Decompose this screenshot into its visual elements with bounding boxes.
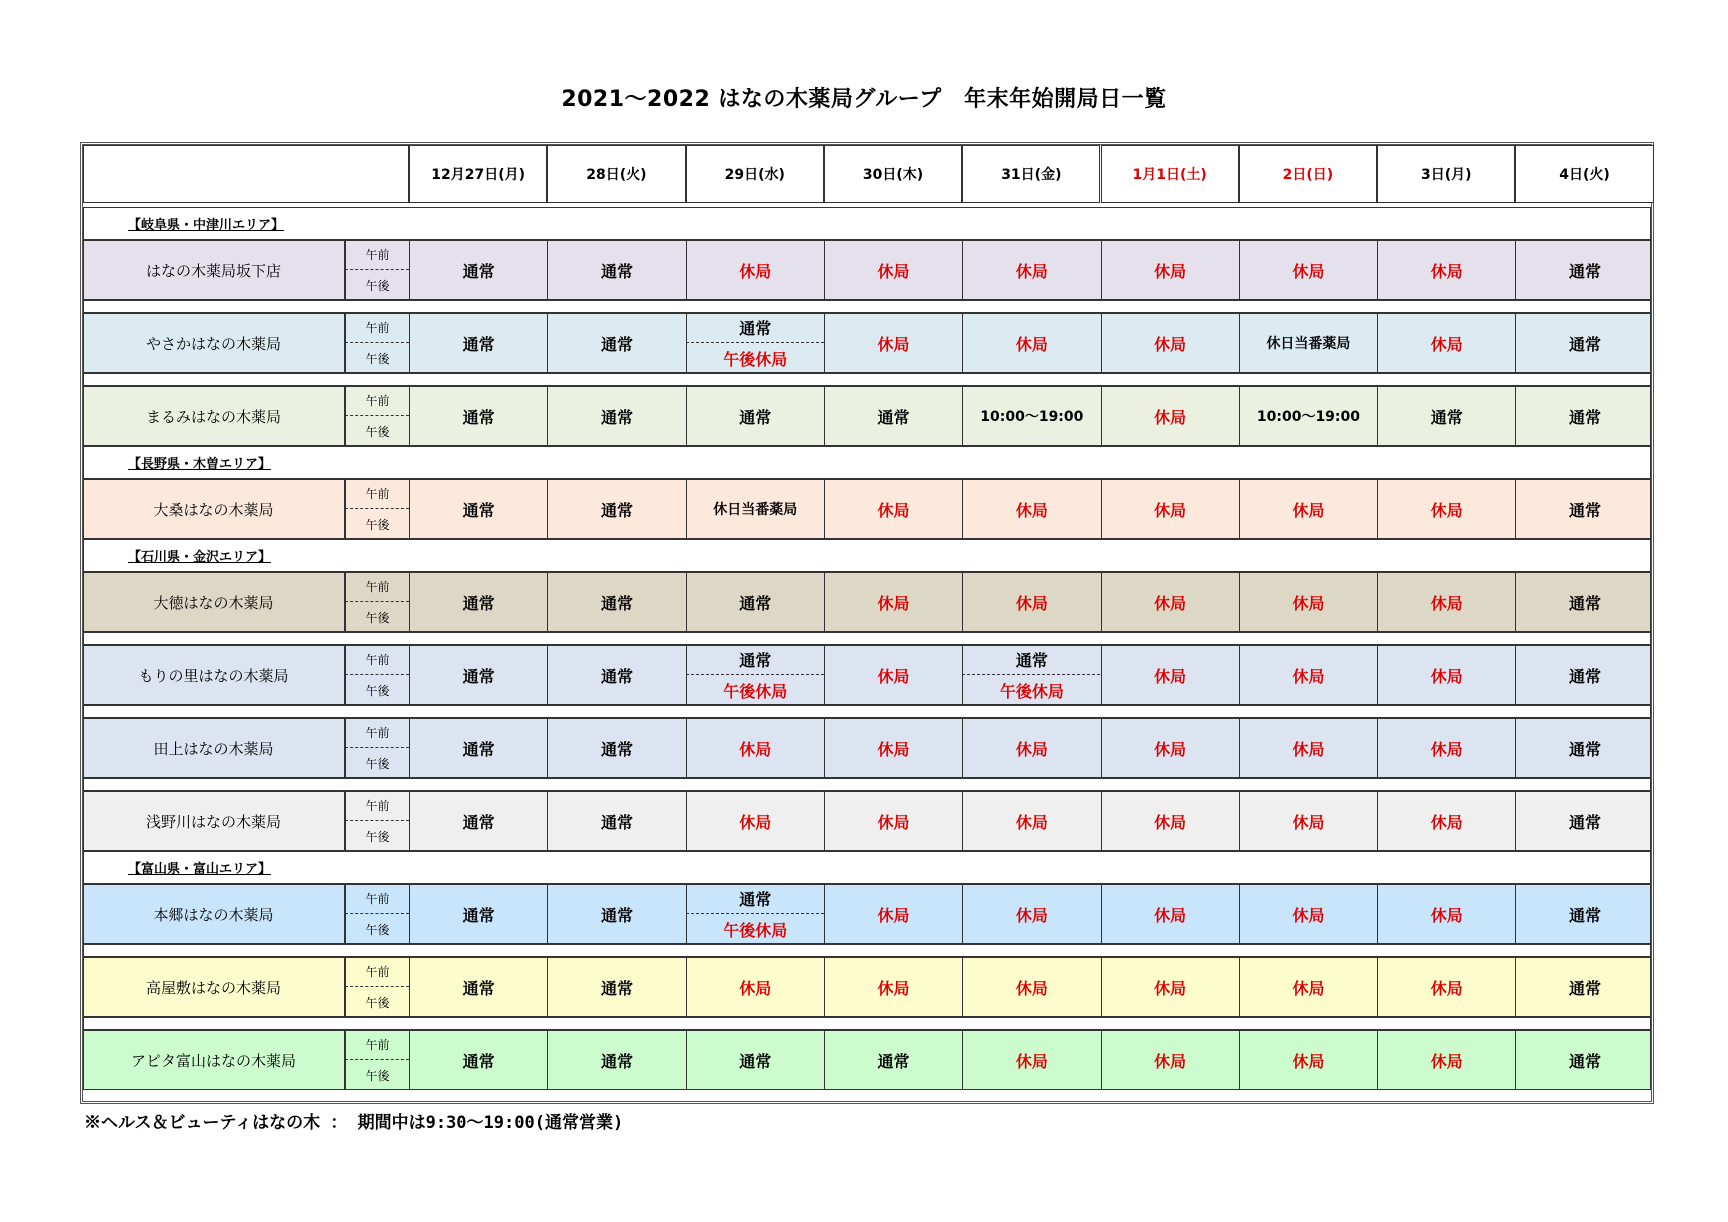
- day-status: 休局: [1377, 1030, 1515, 1090]
- day-status: 休局: [1239, 572, 1377, 632]
- pm-label: 午後: [345, 675, 409, 705]
- day-status: 通常: [409, 957, 547, 1017]
- day-status: 休局: [1101, 1030, 1239, 1090]
- day-status: 休局: [824, 884, 962, 944]
- store-name: 大桑はなの木薬局: [83, 479, 345, 539]
- day-status: 休局: [1239, 240, 1377, 300]
- day-status: 通常: [409, 884, 547, 944]
- day-status: 通常: [409, 645, 547, 705]
- store-name: もりの里はなの木薬局: [83, 645, 345, 705]
- pm-label: 午後: [345, 270, 409, 300]
- pm-label: 午後: [345, 987, 409, 1017]
- day-status: 休局: [1239, 1030, 1377, 1090]
- day-status: 休局: [962, 479, 1100, 539]
- day-status: 通常: [547, 313, 685, 373]
- day-status: 休局: [686, 791, 824, 851]
- day-status: 休局: [962, 1030, 1100, 1090]
- store-name: まるみはなの木薬局: [83, 386, 345, 446]
- day-status: 通常: [547, 479, 685, 539]
- footnote: ※ヘルス＆ビューティはなの木 ： 期間中は9:30～19:00(通常営業): [84, 1113, 624, 1133]
- day-status: 通常: [547, 240, 685, 300]
- row-separator: [83, 778, 1651, 791]
- day-status: 休局: [1377, 884, 1515, 944]
- row-separator: [83, 1017, 1651, 1030]
- day-status: 休局: [1239, 479, 1377, 539]
- area-heading: [83, 539, 1651, 572]
- row-separator: [83, 944, 1651, 957]
- header-day-6: 2日(日): [1239, 145, 1377, 203]
- day-status: 休局: [824, 645, 962, 705]
- day-status: 通常: [547, 957, 685, 1017]
- am-label: 午前: [345, 1030, 409, 1060]
- day-status: 通常: [824, 386, 962, 446]
- day-status: 休局: [962, 572, 1100, 632]
- area-heading: [83, 851, 1651, 884]
- day-status: 休日当番薬局: [1239, 313, 1377, 373]
- day-status: 休局: [1377, 240, 1515, 300]
- am-label: 午前: [345, 479, 409, 509]
- day-status: 通常: [686, 1030, 824, 1090]
- day-status: 通常: [1377, 386, 1515, 446]
- row-separator: [83, 705, 1651, 718]
- day-status: 通常: [409, 718, 547, 778]
- day-status: 通常: [1515, 479, 1653, 539]
- day-status: 休局: [1239, 884, 1377, 944]
- area-heading: [83, 207, 1651, 240]
- day-status: 休局: [1101, 718, 1239, 778]
- row-separator: [83, 373, 1651, 386]
- day-status: 休日当番薬局: [686, 479, 824, 539]
- day-status-am: 通常: [686, 645, 824, 675]
- day-status: 休局: [686, 957, 824, 1017]
- day-status: 休局: [1377, 957, 1515, 1017]
- day-status: 休局: [1101, 572, 1239, 632]
- day-status: 休局: [1377, 572, 1515, 632]
- store-name: やさかはなの木薬局: [83, 313, 345, 373]
- day-status: 通常: [1515, 957, 1653, 1017]
- day-status: 休局: [1377, 645, 1515, 705]
- day-status: 休局: [962, 240, 1100, 300]
- day-status: 休局: [1101, 386, 1239, 446]
- day-status: 通常: [547, 1030, 685, 1090]
- day-status: 休局: [1101, 791, 1239, 851]
- day-status: 通常: [1515, 645, 1653, 705]
- am-label: 午前: [345, 718, 409, 748]
- am-label: 午前: [345, 957, 409, 987]
- store-name: アピタ富山はなの木薬局: [83, 1030, 345, 1090]
- page-title: 2021～2022 はなの木薬局グループ 年末年始開局日一覧: [561, 87, 1167, 112]
- am-label: 午前: [345, 884, 409, 914]
- day-status: 休局: [1101, 957, 1239, 1017]
- day-status: 通常: [1515, 240, 1653, 300]
- day-status: 休局: [962, 884, 1100, 944]
- day-status: 通常: [409, 386, 547, 446]
- day-status: 通常: [409, 479, 547, 539]
- day-status: 休局: [1377, 791, 1515, 851]
- am-label: 午前: [345, 240, 409, 270]
- day-status: 通常: [547, 791, 685, 851]
- day-status: 休局: [1377, 718, 1515, 778]
- day-status-am: 通常: [686, 313, 824, 343]
- day-status: 通常: [1515, 718, 1653, 778]
- day-status-pm: 午後休局: [686, 343, 824, 373]
- header-day-4: 31日(金): [962, 145, 1100, 203]
- pm-label: 午後: [345, 343, 409, 373]
- store-name: はなの木薬局坂下店: [83, 240, 345, 300]
- day-status-am: 通常: [686, 884, 824, 914]
- day-status: 通常: [686, 572, 824, 632]
- day-status: 通常: [547, 386, 685, 446]
- day-status: 休局: [686, 718, 824, 778]
- header-day-2: 29日(水): [686, 145, 824, 203]
- store-name: 浅野川はなの木薬局: [83, 791, 345, 851]
- day-status: 休局: [824, 479, 962, 539]
- day-status: 休局: [962, 313, 1100, 373]
- pm-label: 午後: [345, 748, 409, 778]
- pm-label: 午後: [345, 1060, 409, 1090]
- area-label: 【長野県・木曽エリア】: [128, 457, 272, 472]
- header-day-3: 30日(木): [824, 145, 962, 203]
- header-day-7: 3日(月): [1377, 145, 1515, 203]
- pm-label: 午後: [345, 602, 409, 632]
- am-label: 午前: [345, 572, 409, 602]
- header-day-8: 4日(火): [1515, 145, 1653, 203]
- row-separator: [83, 632, 1651, 645]
- day-status: 休局: [824, 313, 962, 373]
- area-label: 【石川県・金沢エリア】: [128, 550, 272, 565]
- row-separator: [83, 300, 1651, 313]
- day-status: 休局: [824, 572, 962, 632]
- pm-label: 午後: [345, 416, 409, 446]
- store-name: 本郷はなの木薬局: [83, 884, 345, 944]
- area-label: 【富山県・富山エリア】: [128, 862, 272, 877]
- day-status: 通常: [409, 572, 547, 632]
- day-status: 休局: [824, 957, 962, 1017]
- day-status: 休局: [1239, 791, 1377, 851]
- day-status: 休局: [1101, 884, 1239, 944]
- am-label: 午前: [345, 645, 409, 675]
- am-label: 午前: [345, 313, 409, 343]
- day-status: 通常: [1515, 884, 1653, 944]
- day-status: 通常: [409, 313, 547, 373]
- day-status: 休局: [1377, 313, 1515, 373]
- area-label: 【岐阜県・中津川エリア】: [128, 218, 285, 233]
- day-status: 通常: [1515, 386, 1653, 446]
- pm-label: 午後: [345, 821, 409, 851]
- day-status: 休局: [1377, 479, 1515, 539]
- day-status: 通常: [547, 884, 685, 944]
- day-status: 通常: [824, 1030, 962, 1090]
- day-status: 休局: [962, 791, 1100, 851]
- day-status: 休局: [1239, 957, 1377, 1017]
- day-status: 休局: [962, 718, 1100, 778]
- day-status: 通常: [547, 718, 685, 778]
- day-status: 通常: [409, 1030, 547, 1090]
- day-status-pm: 午後休局: [686, 914, 824, 944]
- day-status: 10:00～19:00: [962, 386, 1100, 446]
- store-name: 高屋敷はなの木薬局: [83, 957, 345, 1017]
- am-label: 午前: [345, 791, 409, 821]
- pm-label: 午後: [345, 509, 409, 539]
- day-status: 休局: [686, 240, 824, 300]
- header-day-5: 1月1日(土): [1101, 145, 1239, 203]
- day-status: 休局: [1239, 718, 1377, 778]
- day-status: 休局: [1101, 313, 1239, 373]
- pm-label: 午後: [345, 914, 409, 944]
- day-status: 10:00～19:00: [1239, 386, 1377, 446]
- day-status-pm: 午後休局: [686, 675, 824, 705]
- day-status: 休局: [1101, 479, 1239, 539]
- day-status: 通常: [547, 572, 685, 632]
- day-status: 休局: [1239, 645, 1377, 705]
- am-label: 午前: [345, 386, 409, 416]
- day-status: 通常: [409, 791, 547, 851]
- day-status: 通常: [409, 240, 547, 300]
- store-name: 大徳はなの木薬局: [83, 572, 345, 632]
- day-status: 休局: [824, 718, 962, 778]
- day-status: 休局: [1101, 240, 1239, 300]
- header-corner: [83, 145, 409, 203]
- header-day-0: 12月27日(月): [409, 145, 547, 203]
- day-status: 休局: [824, 791, 962, 851]
- day-status: 休局: [962, 957, 1100, 1017]
- day-status: 通常: [547, 645, 685, 705]
- day-status: 通常: [1515, 791, 1653, 851]
- day-status: 通常: [1515, 313, 1653, 373]
- area-heading: [83, 446, 1651, 479]
- day-status: 通常: [686, 386, 824, 446]
- day-status: 通常: [1515, 1030, 1653, 1090]
- header-day-1: 28日(火): [547, 145, 685, 203]
- store-name: 田上はなの木薬局: [83, 718, 345, 778]
- day-status: 休局: [824, 240, 962, 300]
- day-status: 通常: [1515, 572, 1653, 632]
- day-status-am: 通常: [962, 645, 1100, 675]
- day-status-pm: 午後休局: [962, 675, 1100, 705]
- day-status: 休局: [1101, 645, 1239, 705]
